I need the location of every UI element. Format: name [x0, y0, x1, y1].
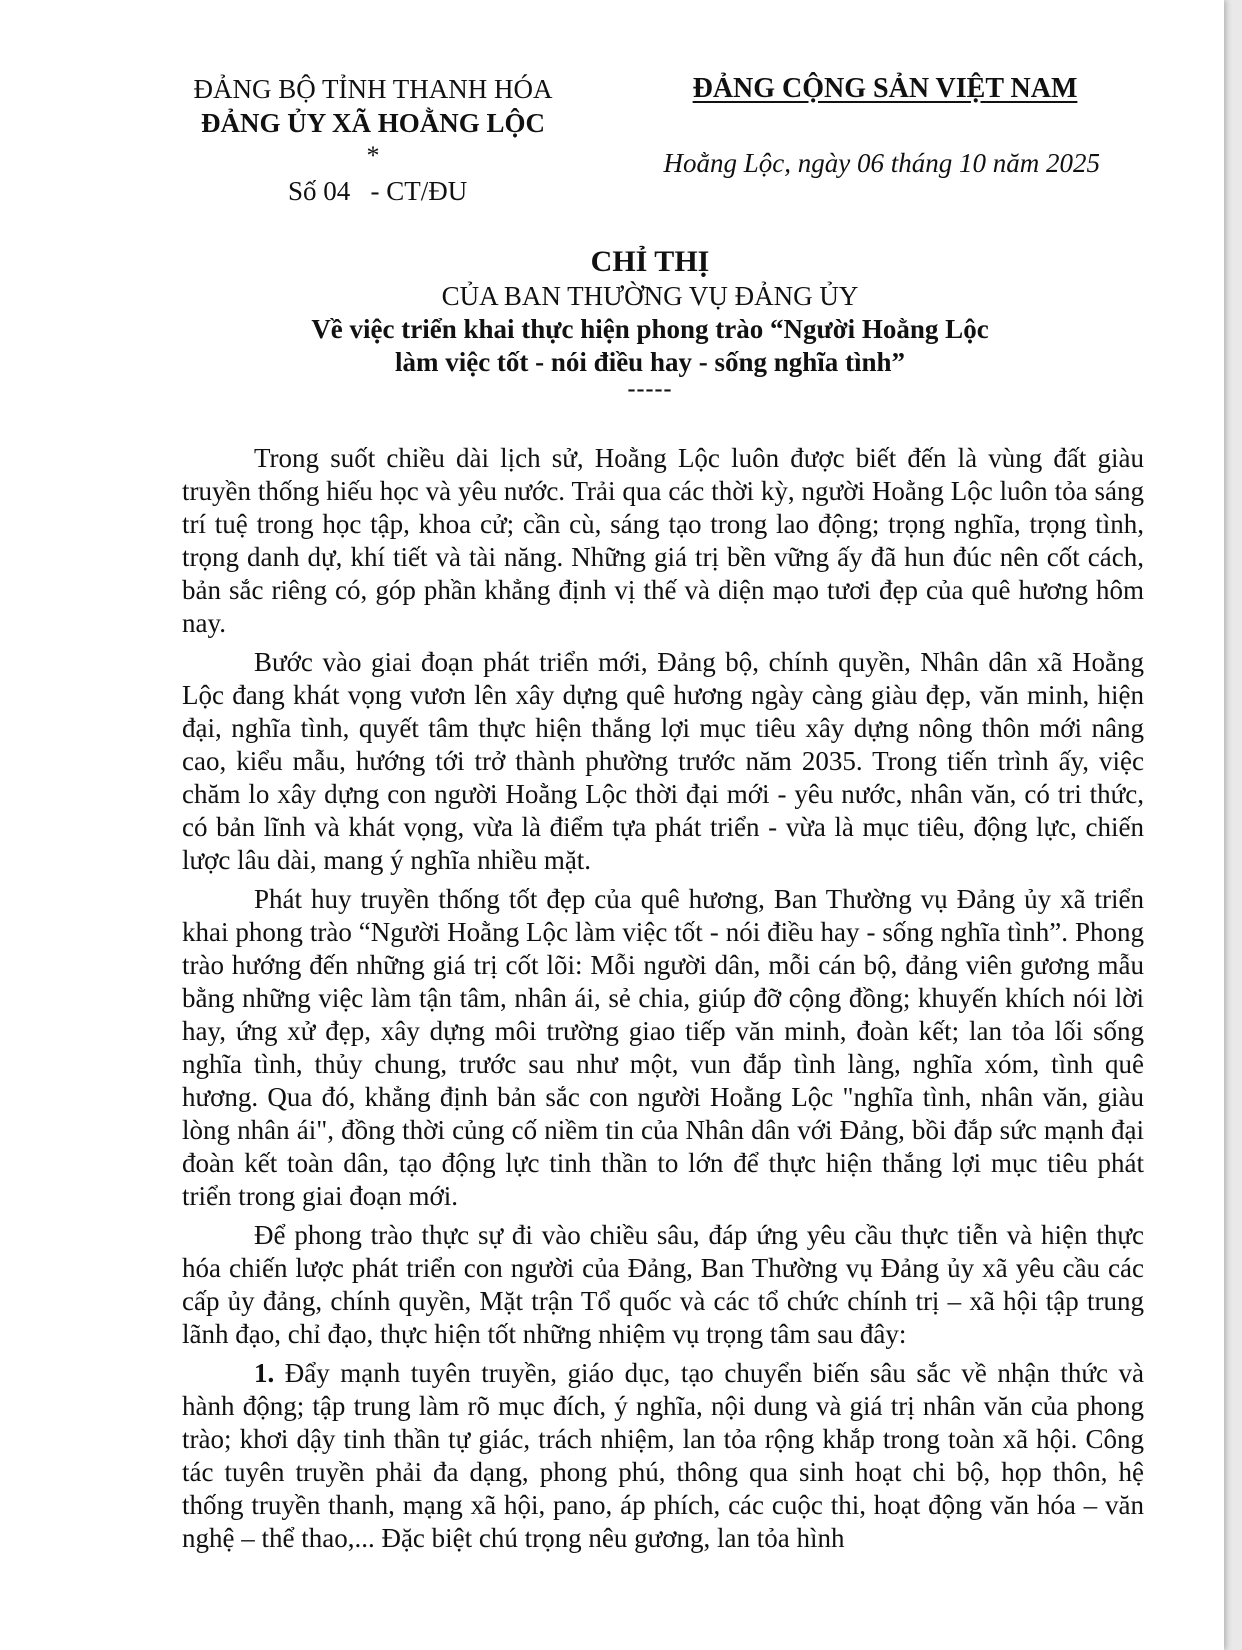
paragraph-requirements: Để phong trào thực sự đi vào chiều sâu, đáp ứng yêu cầu thực tiễn và hiện thực hóa chiến lược phát triển con người của Đảng, Ban Thường vụ Đảng ủy xã yêu cầu các cấp ủy đảng, chính quyền, Mặt trận Tổ quốc và các tổ chức chính trị – xã hội tập trung lãnh đạo, chỉ đạo, thực hiện tốt những nhiệm vụ trọng tâm sau đây:: [182, 1220, 1144, 1349]
subject-line-1: Về việc triển khai thực hiện phong trào “Người Hoằng Lộc: [311, 314, 989, 344]
paragraph-new-stage: Bước vào giai đoạn phát triển mới, Đảng bộ, chính quyền, Nhân dân xã Hoằng Lộc đang khát vọng vươn lên xây dựng quê hương ngày càng giàu đẹp, văn minh, hiện đại, nghĩa tình, quyết tâm thực hiện thắng lợi mục tiêu xây dựng nông thôn mới nâng cao, kiểu mẫu, hướng tới trở thành phường trước năm 2035. Trong tiến trình ấy, việc chăm lo xây dựng con người Hoằng Lộc thời đại mới - yêu nước, nhân văn, có tri thức, có bản lĩnh và khát vọng, vừa là điểm tựa phát triển - vừa là mục tiêu, động lực, chiến lược lâu dài, mang ý nghĩa nhiều mặt.: [182, 647, 1144, 875]
provincial-party-committee: ĐẢNG BỘ TỈNH THANH HÓA: [193, 74, 553, 104]
document-type: CHỈ THỊ: [590, 245, 710, 278]
issuer-header: [178, 72, 568, 208]
subject-line-2: làm việc tốt - nói điều hay - sống nghĩa tình”: [394, 347, 906, 377]
document-number: Số 04 - CT/ĐU: [288, 176, 468, 206]
national-header: [660, 72, 1110, 180]
star-mark: *: [366, 141, 380, 170]
paragraph-movement: Phát huy truyền thống tốt đẹp của quê hương, Ban Thường vụ Đảng ủy xã triển khai phong trào “Người Hoằng Lộc làm việc tốt - nói điều hay - sống nghĩa tình”. Phong trào hướng đến những giá trị cốt lõi: Mỗi người dân, mỗi cán bộ, đảng viên gương mẫu bằng những việc làm tận tâm, nhân ái, sẻ chia, giúp đỡ cộng đồng; khuyến khích nói lời hay, ứng xử đẹp, xây dựng môi trường giao tiếp văn minh, đoàn kết; lan tỏa lối sống nghĩa tình, thủy chung, trước sau như một, vun đắp tình làng, nghĩa xóm, tình quê hương. Qua đó, khẳng định bản sắc con người Hoằng Lộc "nghĩa tình, nhân văn, giàu lòng nhân ái", đồng thời củng cố niềm tin của Nhân dân với Đảng, bồi đắp sức mạnh đại đoàn kết toàn dân, tạo động lực tinh thần to lớn để thực hiện thắng lợi mục tiêu phát triển trong giai đoạn mới.: [182, 884, 1144, 1211]
party-name: ĐẢNG CỘNG SẢN VIỆT NAM: [692, 73, 1078, 104]
document-title-block: [150, 244, 1150, 402]
list-item-1-number: 1.: [254, 1358, 275, 1388]
list-item-1-text: Đẩy mạnh tuyên truyền, giáo dục, tạo chuyển biến sâu sắc về nhận thức và hành động; tập trung làm rõ mục đích, ý nghĩa, nội dung và giá trị nhân văn của phong trào; khơi dậy tinh thần tự giác, trách nhiệm, lan tỏa rộng khắp trong toàn xã hội. Công tác tuyên truyền phải đa dạng, phong phú, thông qua sinh hoạt chi bộ, họp thôn, hệ thống truyền thanh, mạng xã hội, pano, áp phích, các cuộc thi, hoạt động văn hóa – văn nghệ – thể thao,... Đặc biệt chú trọng nêu gương, lan tỏa hình: [182, 1358, 1144, 1553]
commune-party-committee: ĐẢNG ỦY XÃ HOẰNG LỘC: [201, 108, 545, 138]
title-separator: -----: [627, 376, 673, 402]
document-body: [182, 442, 1144, 1561]
list-item-1: [182, 1357, 1144, 1555]
place-date: Hoằng Lộc, ngày 06 tháng 10 năm 2025: [663, 148, 1100, 178]
document-issuer: CỦA BAN THƯỜNG VỤ ĐẢNG ỦY: [441, 281, 859, 311]
paragraph-intro: Trong suốt chiều dài lịch sử, Hoằng Lộc luôn được biết đến là vùng đất giàu truyền thống hiếu học và yêu nước. Trải qua các thời kỳ, người Hoằng Lộc luôn tỏa sáng trí tuệ trong học tập, khoa cử; cần cù, sáng tạo trong lao động; trọng nghĩa, trọng tình, trọng danh dự, khí tiết và tài năng. Những giá trị bền vững ấy đã hun đúc nên cốt cách, bản sắc riêng có, góp phần khẳng định vị thế và diện mạo tươi đẹp của quê hương hôm nay.: [182, 443, 1144, 638]
